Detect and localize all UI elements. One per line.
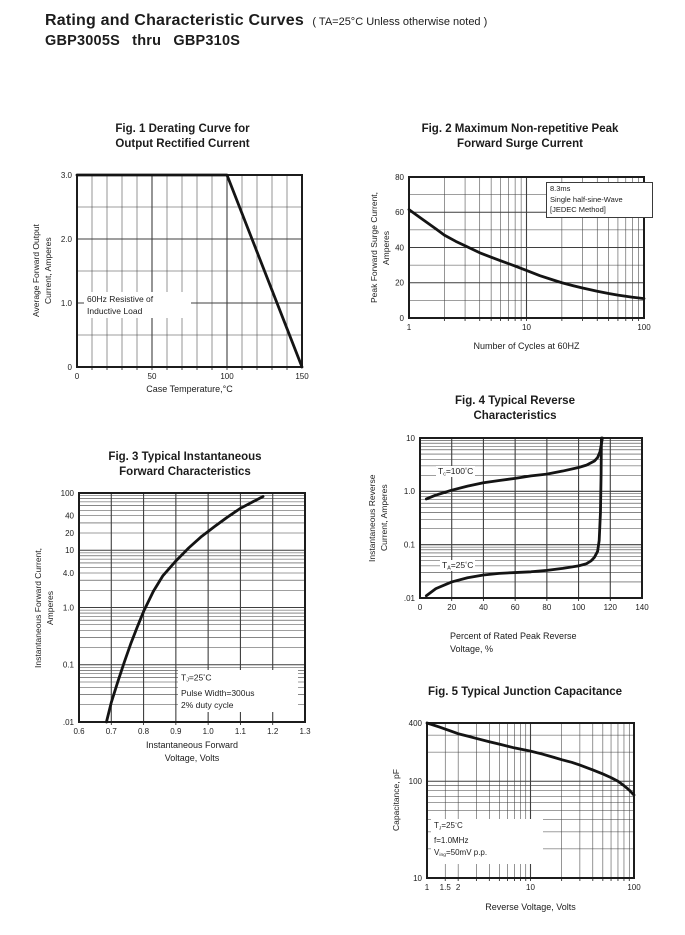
svg-text:10: 10 <box>65 546 74 556</box>
svg-text:1.5: 1.5 <box>439 883 451 892</box>
figure-1-plot <box>60 170 309 381</box>
figure-2-title-line-2: Forward Surge Current <box>457 138 583 150</box>
figure-3-title-line-2: Forward Characteristics <box>119 466 251 478</box>
svg-text:0.8: 0.8 <box>138 727 150 736</box>
svg-text:140: 140 <box>635 603 649 612</box>
svg-text:0: 0 <box>74 372 80 381</box>
figure-4-title <box>390 394 640 424</box>
figure-1-y-axis-label: Average Forward Output Current, Amperes <box>31 224 53 318</box>
figure-3-forward-characteristics <box>30 442 330 787</box>
figure-4-title-line-2: Characteristics <box>473 410 557 422</box>
svg-text:2: 2 <box>455 883 461 892</box>
svg-text:0.9: 0.9 <box>170 727 182 736</box>
svg-text:1: 1 <box>406 323 412 332</box>
figure-1-title-line-2: Output Rectified Current <box>115 138 250 150</box>
figure-1-load-note: 60Hz Resistive of Inductive Load <box>84 292 191 318</box>
svg-text:4.0: 4.0 <box>62 568 74 578</box>
svg-text:10: 10 <box>522 323 531 332</box>
figure-1-x-axis-label: Case Temperature,°C <box>146 384 233 394</box>
svg-text:0.6: 0.6 <box>73 727 85 736</box>
svg-text:100: 100 <box>627 883 641 892</box>
figure-5-x-axis-label: Reverse Voltage, Volts <box>485 902 576 912</box>
svg-text:0: 0 <box>67 362 72 372</box>
figure-5-title <box>385 685 665 700</box>
svg-text:100: 100 <box>60 488 74 498</box>
svg-text:60: 60 <box>510 603 520 612</box>
figure-3-title <box>65 450 305 480</box>
figure-5-junction-capacitance <box>360 683 680 935</box>
svg-text:100: 100 <box>408 777 422 787</box>
figure-1-title-line-1: Fig. 1 Derating Curve for <box>115 123 250 135</box>
svg-text:150: 150 <box>295 372 309 381</box>
svg-text:80: 80 <box>542 603 552 612</box>
svg-text:40: 40 <box>478 603 488 612</box>
figure-4-x-axis-label: Percent of Rated Peak Reverse Voltage, % <box>450 631 577 654</box>
svg-text:0.1: 0.1 <box>403 540 415 550</box>
svg-text:0: 0 <box>399 313 404 323</box>
figure-4-plot <box>403 433 649 612</box>
svg-text:1.2: 1.2 <box>267 727 279 736</box>
svg-text:100: 100 <box>571 603 586 612</box>
svg-text:.01: .01 <box>62 717 74 727</box>
svg-text:10: 10 <box>406 433 415 443</box>
figure-3-x-axis-label: Instantaneous Forward Voltage, Volts <box>145 740 239 763</box>
figure-3-test-conditions-note: $T_J=25^\circ C$ Pulse Width=300us 2% duty cycle <box>178 670 298 712</box>
figure-2-surge-current <box>360 118 672 368</box>
svg-text:1.0: 1.0 <box>403 487 415 497</box>
figure-4-reverse-characteristics <box>360 390 672 680</box>
figure-4-tc-100c-curve-label: $T_c=100^\circ C$ <box>438 466 474 478</box>
svg-text:120: 120 <box>603 603 617 612</box>
svg-text:100: 100 <box>220 372 234 381</box>
svg-text:3.0: 3.0 <box>60 170 72 180</box>
page-title: Rating and Characteristic Curves <box>45 12 304 29</box>
figure-4-y-axis-label: Instantaneous Reverse Current, Amperes <box>367 474 389 562</box>
svg-text:.01: .01 <box>403 593 415 603</box>
svg-text:80: 80 <box>395 172 404 182</box>
figure-2-x-axis-label: Number of Cycles at 60HZ <box>473 341 580 351</box>
svg-text:10: 10 <box>413 873 422 883</box>
svg-text:1.1: 1.1 <box>234 727 246 736</box>
svg-text:50: 50 <box>147 372 157 381</box>
part-number-range: GBP3005S thru GBP310S <box>45 33 241 49</box>
figure-5-y-axis-label: Capacitance, pF <box>391 769 401 832</box>
svg-text:0: 0 <box>417 603 423 612</box>
svg-text:100: 100 <box>637 323 651 332</box>
svg-text:2.0: 2.0 <box>60 234 72 244</box>
svg-text:20: 20 <box>395 278 404 288</box>
svg-text:1.3: 1.3 <box>299 727 311 736</box>
figure-5-test-conditions-note: $T_J=25^\circ C$ f=1.0MHz $V_{ing}=50mV$ p.p. <box>431 819 543 864</box>
svg-text:0.7: 0.7 <box>105 727 117 736</box>
svg-text:1.0: 1.0 <box>202 727 214 736</box>
svg-text:1: 1 <box>424 883 430 892</box>
figure-3-y-axis-label: Instantaneous Forward Current, Amperes <box>33 547 55 668</box>
svg-text:20: 20 <box>447 603 457 612</box>
svg-text:10: 10 <box>526 883 535 892</box>
svg-text:60: 60 <box>395 208 404 218</box>
svg-text:20: 20 <box>65 528 74 538</box>
figure-5-title-line-1: Fig. 5 Typical Junction Capacitance <box>427 686 623 698</box>
svg-text:400: 400 <box>408 718 422 728</box>
figure-1-derating-curve <box>30 118 330 418</box>
svg-text:0.1: 0.1 <box>62 660 74 670</box>
page-header <box>45 12 645 49</box>
figure-3-title-line-1: Fig. 3 Typical Instantaneous <box>108 451 262 463</box>
figure-4-ta-25c-curve-label: $T_A=25^\circ C$ <box>442 560 474 572</box>
figure-2-title <box>380 122 660 152</box>
figure-2-test-conditions-note: 8.3ms Single half-sine-Wave [JEDEC Method] <box>546 182 653 218</box>
figure-4-title-line-1: Fig. 4 Typical Reverse <box>455 395 575 407</box>
figure-2-title-line-1: Fig. 2 Maximum Non-repetitive Peak <box>421 123 619 135</box>
figure-2-y-axis-label: Peak Forward Surge Current, Amperes <box>369 191 391 304</box>
svg-text:40: 40 <box>395 243 404 253</box>
figure-1-title <box>65 122 300 152</box>
svg-text:40: 40 <box>65 511 74 521</box>
svg-text:1.0: 1.0 <box>62 603 74 613</box>
conditions-note: ( TA=25°C Unless otherwise noted ) <box>312 16 488 28</box>
svg-text:1.0: 1.0 <box>60 298 72 308</box>
